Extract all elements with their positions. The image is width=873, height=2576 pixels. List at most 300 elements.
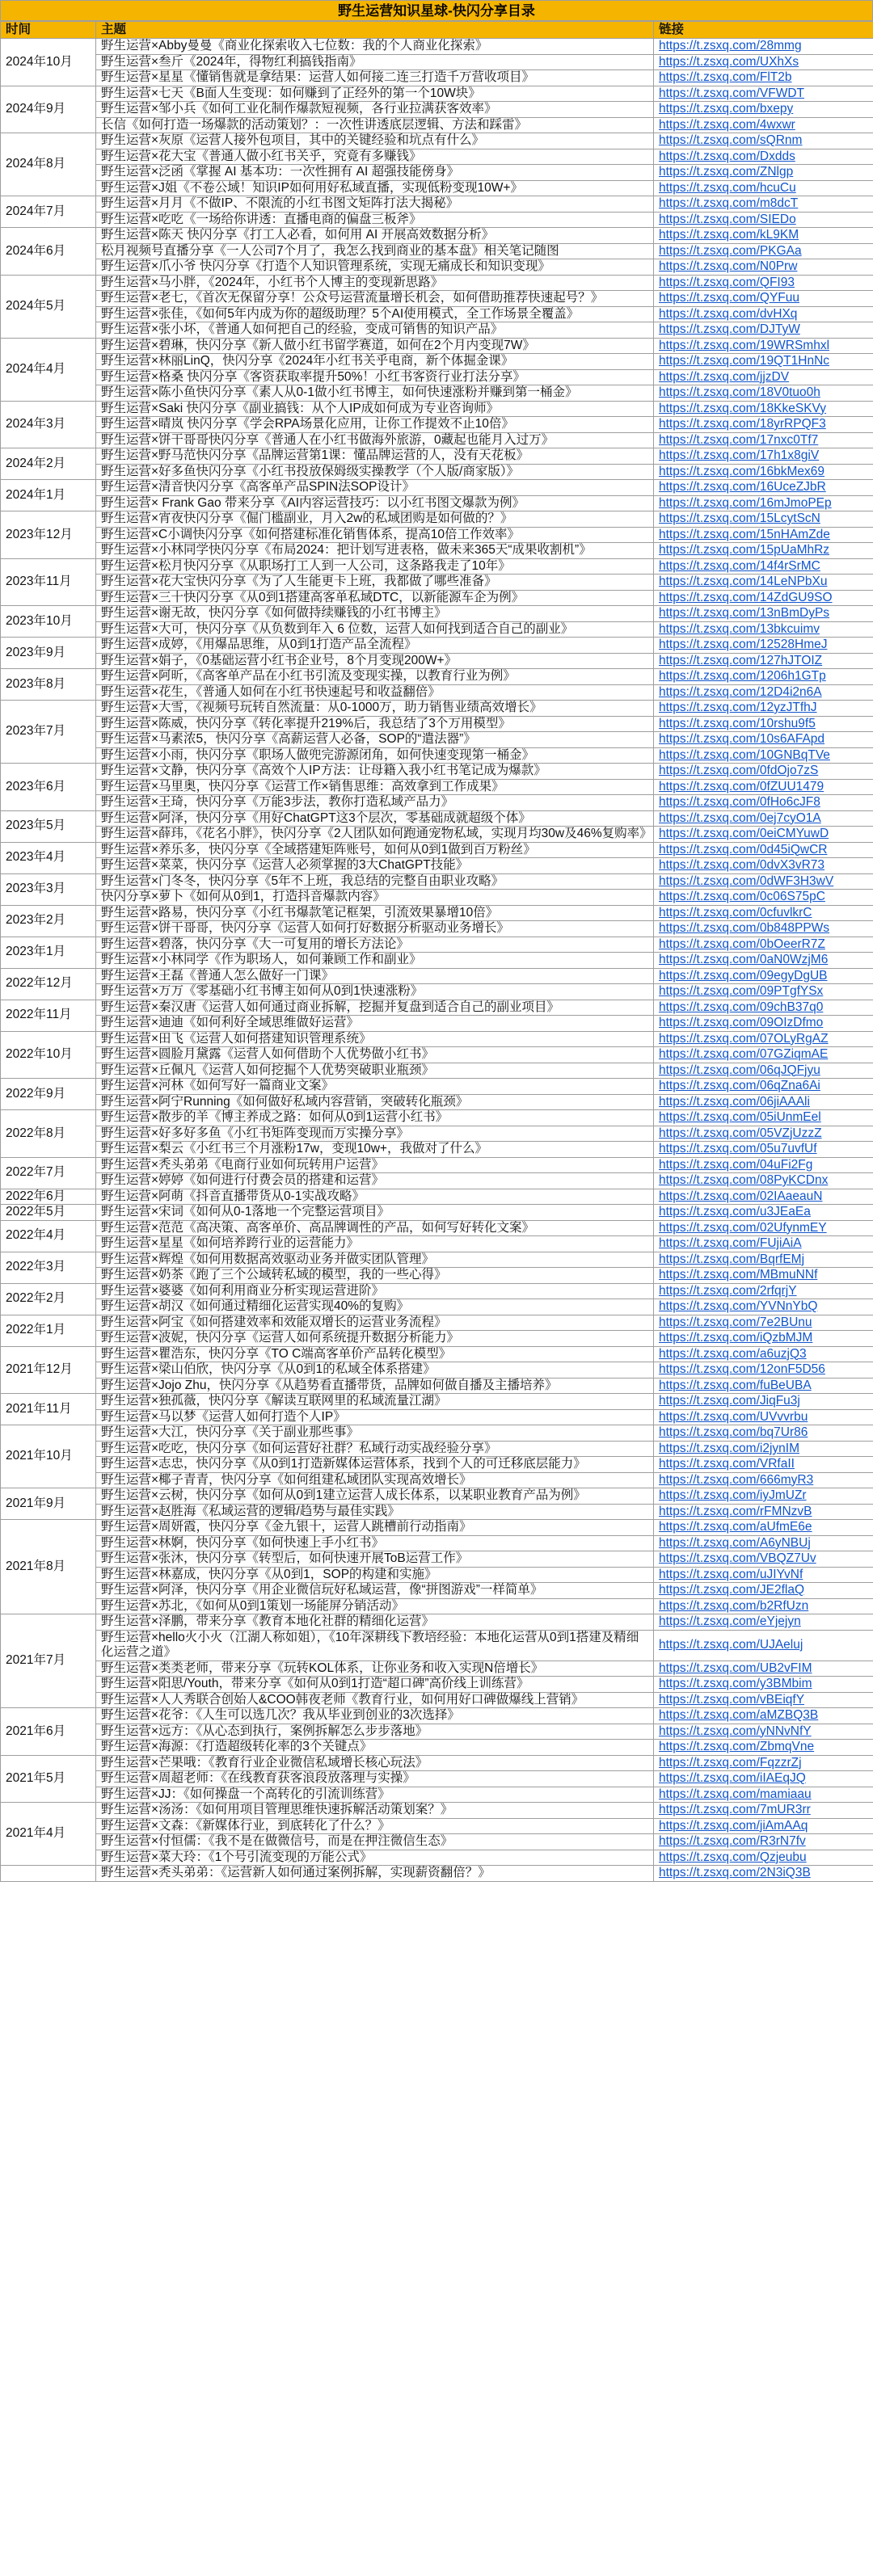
table-row [1,543,873,559]
share-link[interactable]: https://t.zsxq.com/PKGAa [659,243,802,258]
table-row [1,1094,873,1110]
table-row [1,1535,873,1551]
share-link[interactable]: https://t.zsxq.com/2rfqrjY [659,1283,797,1298]
topic-cell: 野生运营×泛函《掌握 AI 基本功：一次性拥有 AI 超强技能傍身》 [96,165,654,181]
share-link[interactable]: https://t.zsxq.com/14f4rSrMC [659,558,820,573]
share-link[interactable]: https://t.zsxq.com/QYFuu [659,291,800,305]
share-link[interactable]: https://t.zsxq.com/15LcytScN [659,511,820,525]
topic-cell: 野生运营×阿泽，快闪分享《用企业微信玩好私域运营，像“拼图游戏”一样简单》 [96,1583,654,1599]
link-cell [654,575,873,591]
link-cell [654,354,873,370]
month-cell: 2022年8月 [1,1110,96,1158]
column-header-link: 链接 [654,22,873,39]
table-row [1,291,873,307]
share-link[interactable]: https://t.zsxq.com/bq7Ur86 [659,1425,808,1439]
share-link[interactable]: https://t.zsxq.com/14ZdGU9SO [659,590,833,604]
topic-cell: 野生运营×宵夜快闪分享《倔门槛副业，月入2w的私域团购是如何做的？》 [96,511,654,528]
share-link[interactable]: https://t.zsxq.com/0bOeerR7Z [659,937,825,951]
month-cell: 2022年6月 [1,1189,96,1205]
link-cell [654,1236,873,1252]
topic-cell: 野生运营×阳思/Youth，带来分享《如何从0到1打造“超口碑”高价线上训练营》 [96,1677,654,1693]
link-cell [654,1252,873,1268]
share-link[interactable]: https://t.zsxq.com/18yrRPQF3 [659,417,826,431]
share-link[interactable]: https://t.zsxq.com/iyJmUZr [659,1488,807,1502]
share-link[interactable]: https://t.zsxq.com/7mUR3rr [659,1803,811,1816]
share-link[interactable]: https://t.zsxq.com/18V0tuo0h [659,385,820,399]
link-cell [654,621,873,638]
link-cell [654,1504,873,1520]
table-row [1,1189,873,1205]
month-cell: 2021年12月 [1,1346,96,1394]
month-cell: 2022年12月 [1,968,96,1000]
table-row [1,1157,873,1173]
share-link[interactable]: https://t.zsxq.com/0eiCMYuwD [659,827,829,840]
table-row [1,621,873,638]
link-cell [654,1394,873,1410]
share-link[interactable]: https://t.zsxq.com/eYjejyn [659,1614,801,1628]
share-link[interactable]: https://t.zsxq.com/dvHXq [659,306,798,321]
share-link[interactable]: https://t.zsxq.com/15nHAmZde [659,527,830,541]
month-cell: 2022年4月 [1,1220,96,1252]
table-row [1,39,873,55]
share-link[interactable]: https://t.zsxq.com/FlT2b [659,70,792,84]
share-link[interactable]: https://t.zsxq.com/N0Prw [659,259,798,273]
month-cell: 2023年12月 [1,511,96,559]
share-link[interactable]: https://t.zsxq.com/bxepy [659,102,794,116]
link-cell [654,448,873,465]
share-link[interactable]: https://t.zsxq.com/FUjiAiA [659,1236,802,1250]
month-cell: 2024年8月 [1,133,96,196]
share-link[interactable]: https://t.zsxq.com/0fdOjo7zS [659,764,819,777]
link-cell [654,1126,873,1142]
share-link[interactable]: https://t.zsxq.com/aMZBQ3B [659,1708,819,1722]
share-link[interactable]: https://t.zsxq.com/DJTyW [659,322,800,336]
topic-cell: 野生运营×周妍霞，快闪分享《金九银十，运营人跳槽前行动指南》 [96,1520,654,1536]
share-link[interactable]: https://t.zsxq.com/08PyKCDnx [659,1173,829,1187]
topic-cell: 野生运营×付恒儒：《我不是在做微信号，而是在押注微信生态》 [96,1834,654,1850]
topic-cell: 野生运营×大雪，《视频号玩转自然流量：从0-1000万，助力销售业绩高效增长》 [96,701,654,717]
share-link[interactable]: https://t.zsxq.com/12528HmeJ [659,638,828,651]
link-cell [654,1409,873,1425]
month-cell: 2024年7月 [1,196,96,228]
topic-cell: 野生运营×阿昕，《高客单产品在小红书引流及变现实操，以教育行业为例》 [96,669,654,685]
share-link[interactable]: https://t.zsxq.com/FqzzrZj [659,1755,802,1770]
table-row [1,1567,873,1583]
link-cell [654,764,873,780]
table-row [1,354,873,370]
table-row [1,1866,873,1882]
link-cell [654,669,873,685]
topic-cell: 野生运营×Abby曼曼《商业化探索收入七位数：我的个人商业化探索》 [96,39,654,55]
table-row [1,275,873,291]
share-link[interactable]: https://t.zsxq.com/iIAEqJQ [659,1771,806,1785]
table-row [1,1457,873,1473]
link-cell [654,1803,873,1819]
table-row [1,70,873,86]
share-link[interactable]: https://t.zsxq.com/jiAmAAq [659,1818,808,1833]
share-link[interactable]: https://t.zsxq.com/09egyDgUB [659,968,828,983]
link-cell [654,1362,873,1378]
link-cell [654,54,873,70]
share-link[interactable]: https://t.zsxq.com/18KkeSKVy [659,401,827,415]
share-link[interactable]: https://t.zsxq.com/7e2BUnu [659,1315,812,1329]
share-link[interactable]: https://t.zsxq.com/17nxc0Tf7 [659,432,819,447]
share-link[interactable]: https://t.zsxq.com/15pUaMhRz [659,543,830,557]
topic-cell: 野生运营×吃吃，快闪分享《如何运营好社群？私域行动实战经验分享》 [96,1441,654,1457]
link-cell [654,1551,873,1568]
link-cell [654,1205,873,1221]
topic-cell: 野生运营×薛玮，《花名小胖》，快闪分享《2人团队如何跑通宠物私域，实现月均30w及46%复购率》 [96,827,654,843]
month-cell [1,1866,96,1882]
share-link[interactable]: https://t.zsxq.com/a6uzjQ3 [659,1346,807,1361]
table-row [1,921,873,937]
share-link[interactable]: https://t.zsxq.com/13nBmDyPs [659,606,830,620]
table-row [1,1299,873,1315]
link-cell [654,401,873,417]
share-link[interactable]: https://t.zsxq.com/y3BMbim [659,1677,812,1690]
link-cell [654,1331,873,1347]
share-link[interactable]: https://t.zsxq.com/fuBeUBA [659,1378,812,1392]
link-cell [654,495,873,511]
topic-cell: 野生运营×老七，《首次无保留分享！公众号运营流量增长机会，如何借助推荐快速起号？》 [96,291,654,307]
topic-cell: 野生运营×阿宝《如何搭建效率和效能双增长的运营业务流程》 [96,1315,654,1331]
share-link[interactable]: https://t.zsxq.com/BqrfEMj [659,1252,805,1266]
link-cell [654,117,873,133]
topic-cell: 野生运营×王磊《普通人怎么做好一门课》 [96,968,654,984]
table-row [1,86,873,102]
share-link[interactable]: https://t.zsxq.com/06qZna6Ai [659,1079,820,1092]
share-link[interactable]: https://t.zsxq.com/02IAaeauN [659,1189,823,1203]
topic-cell: 野生运营×七天《B面人生变现：如何赚到了正经外的第一个10W块》 [96,86,654,102]
share-link[interactable]: https://t.zsxq.com/12D4i2n6A [659,684,822,699]
share-link[interactable]: https://t.zsxq.com/07OLyRgAZ [659,1031,829,1046]
topic-cell: 野生运营×远方：《从心态到执行，案例拆解怎么步步落地》 [96,1724,654,1740]
share-link[interactable]: https://t.zsxq.com/0cfuvlkrC [659,905,812,920]
month-cell: 2022年5月 [1,1205,96,1221]
share-link[interactable]: https://t.zsxq.com/28mmg [659,39,802,53]
share-link[interactable]: https://t.zsxq.com/jjzDV [659,369,790,384]
share-link[interactable]: https://t.zsxq.com/0c06S75pC [659,890,825,903]
share-link[interactable]: https://t.zsxq.com/iQzbMJM [659,1331,813,1345]
topic-cell: 野生运营×成婷，《用爆品思维，从0到1打造产品全流程》 [96,638,654,654]
share-link[interactable]: https://t.zsxq.com/0fZUU1479 [659,779,824,793]
link-cell [654,1834,873,1850]
link-cell [654,968,873,984]
link-cell [654,1441,873,1457]
link-cell [654,1157,873,1173]
link-cell [654,1567,873,1583]
table-row [1,1740,873,1756]
link-cell [654,638,873,654]
topic-cell: 野生运营×马以梦《运营人如何打造个人IP》 [96,1409,654,1425]
share-link[interactable]: https://t.zsxq.com/R3rN7fv [659,1834,806,1848]
share-link[interactable]: https://t.zsxq.com/ZNlgp [659,165,794,179]
link-cell [654,1771,873,1787]
topic-cell: 野生运营×星星《懂销售就是拿结果：运营人如何接二连三打造千万营收项目》 [96,70,654,86]
topic-cell: 野生运营×松月快闪分享《从职场打工人到一人公司，这条路我走了10年》 [96,558,654,575]
link-cell [654,1031,873,1047]
share-link[interactable]: https://t.zsxq.com/17h1x8giV [659,448,820,462]
month-cell: 2022年10月 [1,1031,96,1079]
topic-cell: 野生运营×云树，快闪分享《如何从0到1建立运营人成长体系，以某职业教育产品为例》 [96,1488,654,1505]
link-cell [654,1850,873,1866]
month-cell: 2023年11月 [1,558,96,606]
link-cell [654,747,873,764]
share-link[interactable]: https://t.zsxq.com/m8dcT [659,196,799,210]
topic-cell: 长信《如何打造一场爆款的活动策划？：一次性讲透底层逻辑、方法和踩雷》 [96,117,654,133]
share-link[interactable]: https://t.zsxq.com/0dWF3H3wV [659,873,834,888]
table-row [1,701,873,717]
link-cell [654,732,873,748]
topic-cell: 野生运营×门冬冬，快闪分享《5年不上班，我总结的完整自由职业攻略》 [96,873,654,890]
share-link[interactable]: https://t.zsxq.com/MBmuNNf [659,1268,818,1282]
link-cell [654,322,873,339]
month-cell: 2023年1月 [1,937,96,968]
share-link[interactable]: https://t.zsxq.com/A6yNBUj [659,1535,811,1550]
share-link[interactable]: https://t.zsxq.com/ZbmqVne [659,1740,815,1753]
share-link[interactable]: https://t.zsxq.com/666myR3 [659,1472,814,1487]
topic-cell: 野生运营×邹小兵《如何工业化制作爆款短视频，各行业拉满获客效率》 [96,102,654,118]
month-cell: 2021年11月 [1,1394,96,1425]
share-link[interactable]: https://t.zsxq.com/sQRnm [659,133,803,147]
table-row [1,747,873,764]
topic-cell: 野生运营×秦汉唐《运营人如何通过商业拆解，挖掘并复盘到适合自己的副业项目》 [96,1000,654,1016]
share-link[interactable]: https://t.zsxq.com/u3JEaEa [659,1205,811,1219]
topic-cell: 野生运营×野马范快闪分享《品牌运营第1课：懂品牌运营的人，没有天花板》 [96,448,654,465]
link-cell [654,1488,873,1505]
month-cell: 2023年6月 [1,764,96,811]
share-link[interactable]: https://t.zsxq.com/hcuCu [659,180,796,195]
share-link[interactable]: https://t.zsxq.com/10rshu9f5 [659,716,816,730]
share-link[interactable]: https://t.zsxq.com/16UceZJbR [659,480,826,494]
topic-cell: 野生运营×清音快闪分享《高客单产品SPIN法SOP设计》 [96,480,654,496]
topic-cell: 野生运营×晴岚 快闪分享《学会RPA场景化应用，让你工作提效不止10倍》 [96,417,654,433]
table-row [1,1362,873,1378]
table-row [1,1110,873,1126]
share-link[interactable]: https://t.zsxq.com/VFWDT [659,86,804,100]
link-cell [654,905,873,921]
share-link[interactable]: https://t.zsxq.com/UVvvrbu [659,1409,808,1424]
share-link[interactable]: https://t.zsxq.com/19WRSmhxl [659,338,830,352]
table-row [1,558,873,575]
share-link[interactable]: https://t.zsxq.com/10GNBqTVe [659,747,830,762]
share-link[interactable]: https://t.zsxq.com/JiqFu3j [659,1394,800,1408]
link-cell [654,1472,873,1488]
topic-cell: 野生运营×田飞《运营人如何搭建知识管理系统》 [96,1031,654,1047]
share-link[interactable]: https://t.zsxq.com/rFMNzvB [659,1504,812,1518]
share-link[interactable]: https://t.zsxq.com/12yzJTfhJ [659,701,817,714]
share-link[interactable]: https://t.zsxq.com/10s6AFApd [659,732,825,746]
share-link[interactable]: https://t.zsxq.com/127hJTOIZ [659,653,823,667]
topic-cell: 野生运营×波妮，快闪分享《运营人如何系统提升数据分析能力》 [96,1331,654,1347]
share-link[interactable]: https://t.zsxq.com/06jiAAAli [659,1094,810,1109]
link-cell [654,1173,873,1189]
table-row [1,511,873,528]
month-cell: 2024年1月 [1,480,96,511]
share-link[interactable]: https://t.zsxq.com/19QT1HnNc [659,354,830,368]
link-cell [654,275,873,291]
link-cell [654,133,873,149]
link-cell [654,1063,873,1079]
month-cell: 2024年5月 [1,275,96,338]
table-row [1,1394,873,1410]
share-link[interactable]: https://t.zsxq.com/05iUnmEel [659,1110,821,1124]
share-link[interactable]: https://t.zsxq.com/0fHo6cJF8 [659,795,820,809]
topic-cell: 野生运营×王琦，快闪分享《万能3步法，教你打造私域产品力》 [96,795,654,811]
topic-cell: 野生运营×格桑 快闪分享《客资获取率提升50%！小红书客资行业打法分享》 [96,369,654,385]
topic-cell: 野生运营×河林《如何写好一篇商业文案》 [96,1079,654,1095]
share-link[interactable]: https://t.zsxq.com/0ej7cyO1A [659,810,821,825]
share-link[interactable]: https://t.zsxq.com/09OIzDfmo [659,1016,824,1029]
link-cell [654,873,873,890]
share-link[interactable]: https://t.zsxq.com/SIEDo [659,212,796,226]
topic-cell: 野生运营×文森：《新媒体行业，到底转化了什么？》 [96,1818,654,1834]
share-link[interactable]: https://t.zsxq.com/09PTgfYSx [659,984,824,998]
sheet-title: 野生运营知识星球-快闪分享目录 [0,0,873,21]
topic-cell: 野生运营×小雨，快闪分享《职场人做兜完游源闭角，如何快速变现第一桶金》 [96,747,654,764]
share-link[interactable]: https://t.zsxq.com/2N3iQ3B [659,1866,811,1879]
link-cell [654,165,873,181]
table-row [1,1504,873,1520]
share-index-table [0,21,873,1882]
share-link[interactable]: https://t.zsxq.com/Qzjeubu [659,1850,807,1864]
table-row [1,1126,873,1142]
share-link[interactable]: https://t.zsxq.com/vBEiqfY [659,1692,805,1707]
topic-cell: 野生运营×碧琳，快闪分享《新人做小红书留学赛道，如何在2个月内变现7W》 [96,338,654,354]
share-link[interactable]: https://t.zsxq.com/mamiaau [659,1787,812,1801]
share-link[interactable]: https://t.zsxq.com/VBQZ7Uv [659,1551,816,1565]
share-link[interactable]: https://t.zsxq.com/UB2vFIM [659,1661,812,1675]
share-link[interactable]: https://t.zsxq.com/uJIYvNf [659,1567,803,1581]
topic-cell: 快闪分享×萝卜《如何从0到1，打造抖音爆款内容》 [96,890,654,906]
column-header-date: 时间 [1,22,96,39]
link-cell [654,1740,873,1756]
share-link[interactable]: https://t.zsxq.com/b2RfUzn [659,1598,809,1613]
table-row [1,322,873,339]
share-link[interactable]: https://t.zsxq.com/JE2flaQ [659,1583,805,1597]
link-cell [654,1268,873,1284]
share-link[interactable]: https://t.zsxq.com/0b848PPWs [659,921,830,935]
share-link[interactable]: https://t.zsxq.com/YVNnYbQ [659,1299,818,1313]
table-row [1,1142,873,1158]
link-cell [654,39,873,55]
table-row [1,1834,873,1850]
share-link[interactable]: https://t.zsxq.com/05u7uvfUf [659,1142,817,1155]
topic-cell: 野生运营×星星《如何培养跨行业的运营能力》 [96,1236,654,1252]
share-link[interactable]: https://t.zsxq.com/UXhXs [659,54,799,69]
table-row [1,1047,873,1063]
share-link[interactable]: https://t.zsxq.com/12onF5D56 [659,1362,825,1376]
link-cell [654,1661,873,1677]
link-cell [654,716,873,732]
table-row [1,1614,873,1631]
share-link[interactable]: https://t.zsxq.com/06qJQFjyu [659,1063,820,1077]
share-link[interactable]: https://t.zsxq.com/1206h1GTp [659,669,826,683]
topic-cell: 野生运营× Frank Gao 带来分享《AI内容运营技巧：以小红书图文爆款为例》 [96,495,654,511]
table-row [1,180,873,196]
share-link[interactable]: https://t.zsxq.com/yNNvNfY [659,1724,812,1738]
topic-cell: 野生运营×饼干哥哥，快闪分享《运营人如何打好数据分析驱动业务增长》 [96,921,654,937]
link-cell [654,1614,873,1631]
topic-cell: 野生运营×花大宝快闪分享《为了人生能更卡上班，我都做了哪些准备》 [96,575,654,591]
share-link[interactable]: https://t.zsxq.com/05VZjUzzZ [659,1126,822,1140]
share-link[interactable]: https://t.zsxq.com/14LeNPbXu [659,575,828,588]
table-row [1,1425,873,1442]
table-row [1,1488,873,1505]
topic-cell: 野生运营×娟子，《0基础运营小红书企业号，8个月变现200W+》 [96,653,654,669]
topic-cell: 野生运营×张佳，《如何5年内成为你的超级助理？5个AI使用模式，全工作场景全覆盖》 [96,306,654,322]
share-link[interactable]: https://t.zsxq.com/07GZiqmAE [659,1047,829,1061]
topic-cell: 野生运营×菜大玲：《1个号引流变现的万能公式》 [96,1850,654,1866]
share-link[interactable]: https://t.zsxq.com/04uFi2Fg [659,1157,813,1172]
table-row [1,1063,873,1079]
topic-cell: 野生运营×谢无故，快闪分享《如何做持续赚钱的小红书博主》 [96,606,654,622]
table-row [1,1787,873,1803]
share-link[interactable]: https://t.zsxq.com/16mJmoPEp [659,495,832,510]
share-link[interactable]: https://t.zsxq.com/aUfmE6e [659,1520,812,1534]
link-cell [654,417,873,433]
topic-cell: 野生运营×婷婷《如何进行付费会员的搭建和运营》 [96,1173,654,1189]
share-link[interactable]: https://t.zsxq.com/0d45iQwCR [659,842,828,857]
share-link[interactable]: https://t.zsxq.com/UJAeluj [659,1637,803,1652]
table-row [1,1803,873,1819]
share-link[interactable]: https://t.zsxq.com/Dxdds [659,149,795,163]
table-row [1,464,873,480]
table-row [1,842,873,858]
topic-cell: 野生运营×圆脸月黛露《运营人如何借助个人优势做小红书》 [96,1047,654,1063]
topic-cell: 野生运营×J姐《不卷公域！知识IP如何用好私域直播，实现低粉变现10W+》 [96,180,654,196]
link-cell [654,1016,873,1032]
table-row [1,827,873,843]
table-row [1,1283,873,1299]
share-link[interactable]: https://t.zsxq.com/0dvX3vR73 [659,858,825,872]
topic-cell: 野生运营×花大宝《普通人做小红书关乎，究竟有多赚钱》 [96,149,654,165]
month-cell: 2022年1月 [1,1315,96,1346]
share-link[interactable]: https://t.zsxq.com/VRfaII [659,1457,795,1471]
table-row [1,858,873,874]
month-cell: 2022年7月 [1,1157,96,1189]
table-row [1,684,873,701]
table-row [1,873,873,890]
link-cell [654,385,873,402]
topic-cell: 野生运营×宋词《如何从0-1落地一个完整运营项目》 [96,1205,654,1221]
table-row [1,1409,873,1425]
table-row [1,732,873,748]
share-link[interactable]: https://t.zsxq.com/i2jynIM [659,1441,799,1455]
topic-cell: 野生运营×陈威，快闪分享《转化率提升219%后，我总结了3个万用模型》 [96,716,654,732]
topic-cell: 野生运营×小林同学《作为职场人，如何兼顾工作和副业》 [96,953,654,969]
link-cell [654,921,873,937]
link-cell [654,1535,873,1551]
share-link[interactable]: https://t.zsxq.com/02UfynmEY [659,1220,827,1235]
share-link[interactable]: https://t.zsxq.com/16bkMex69 [659,464,825,478]
share-link[interactable]: https://t.zsxq.com/4wxwr [659,117,795,132]
month-cell: 2022年11月 [1,1000,96,1031]
table-row [1,54,873,70]
table-row [1,448,873,465]
link-cell [654,1520,873,1536]
link-cell [654,779,873,795]
month-cell: 2022年9月 [1,1079,96,1110]
share-link[interactable]: https://t.zsxq.com/13bkcuimv [659,621,820,636]
share-link[interactable]: https://t.zsxq.com/0aN0WzjM6 [659,953,829,966]
table-row [1,1724,873,1740]
share-link[interactable]: https://t.zsxq.com/09chB37q0 [659,1000,824,1014]
share-link[interactable]: https://t.zsxq.com/QFI93 [659,275,795,289]
link-cell [654,1220,873,1236]
share-link[interactable]: https://t.zsxq.com/kL9KM [659,228,799,242]
topic-cell: 野生运营×花爷：《人生可以选几次？我从毕业到创业的3次选择》 [96,1708,654,1724]
